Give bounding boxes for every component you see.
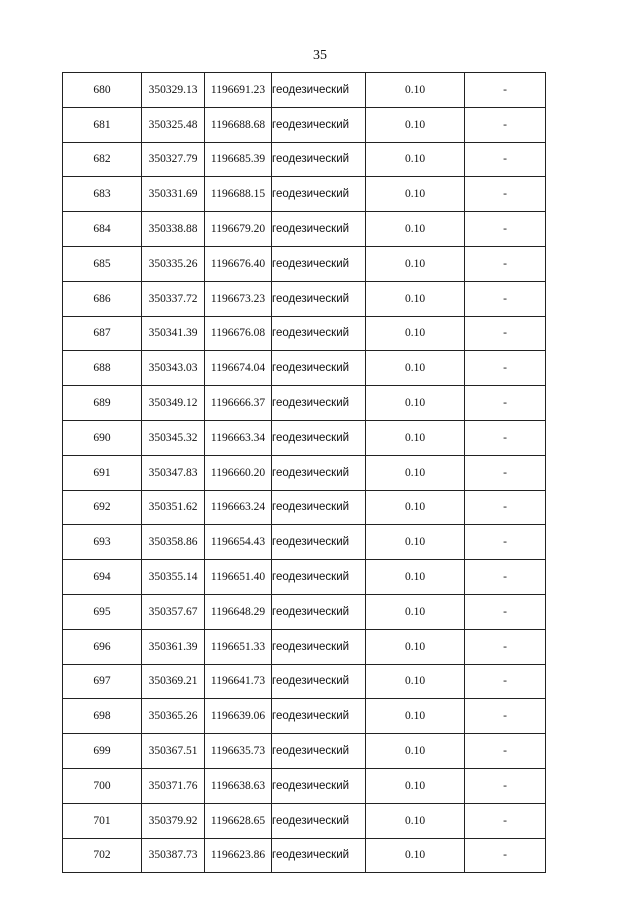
x-coordinate-cell: 350361.39 — [142, 629, 205, 664]
method-cell: геодезический — [272, 420, 366, 455]
method-cell: геодезический — [272, 73, 366, 108]
note-cell: - — [465, 246, 546, 281]
x-coordinate-cell: 350349.12 — [142, 386, 205, 421]
y-coordinate-cell: 1196676.08 — [205, 316, 272, 351]
x-coordinate-cell: 350338.88 — [142, 212, 205, 247]
method-cell: геодезический — [272, 177, 366, 212]
point-number-cell: 685 — [63, 246, 142, 281]
y-coordinate-cell: 1196638.63 — [205, 768, 272, 803]
y-coordinate-cell: 1196623.86 — [205, 838, 272, 873]
method-cell: геодезический — [272, 281, 366, 316]
table-row — [63, 316, 546, 351]
table-row — [63, 386, 546, 421]
method-cell: геодезический — [272, 560, 366, 595]
accuracy-cell: 0.10 — [366, 560, 465, 595]
y-coordinate-cell: 1196691.23 — [205, 73, 272, 108]
accuracy-cell: 0.10 — [366, 142, 465, 177]
accuracy-cell: 0.10 — [366, 177, 465, 212]
note-cell: - — [465, 734, 546, 769]
accuracy-cell: 0.10 — [366, 594, 465, 629]
method-cell: геодезический — [272, 664, 366, 699]
point-number-cell: 699 — [63, 734, 142, 769]
point-number-cell: 680 — [63, 73, 142, 108]
method-cell: геодезический — [272, 768, 366, 803]
accuracy-cell: 0.10 — [366, 629, 465, 664]
point-number-cell: 698 — [63, 699, 142, 734]
table-row — [63, 490, 546, 525]
method-cell: геодезический — [272, 525, 366, 560]
note-cell: - — [465, 455, 546, 490]
method-cell: геодезический — [272, 107, 366, 142]
y-coordinate-cell: 1196688.68 — [205, 107, 272, 142]
point-number-cell: 701 — [63, 803, 142, 838]
note-cell: - — [465, 560, 546, 595]
table-row — [63, 107, 546, 142]
coordinates-table-body — [63, 73, 546, 873]
table-row — [63, 803, 546, 838]
method-cell: геодезический — [272, 629, 366, 664]
accuracy-cell: 0.10 — [366, 386, 465, 421]
x-coordinate-cell: 350337.72 — [142, 281, 205, 316]
accuracy-cell: 0.10 — [366, 734, 465, 769]
method-cell: геодезический — [272, 594, 366, 629]
method-cell: геодезический — [272, 316, 366, 351]
note-cell: - — [465, 838, 546, 873]
table-row — [63, 768, 546, 803]
y-coordinate-cell: 1196679.20 — [205, 212, 272, 247]
y-coordinate-cell: 1196688.15 — [205, 177, 272, 212]
point-number-cell: 687 — [63, 316, 142, 351]
accuracy-cell: 0.10 — [366, 212, 465, 247]
method-cell: геодезический — [272, 699, 366, 734]
point-number-cell: 682 — [63, 142, 142, 177]
x-coordinate-cell: 350365.26 — [142, 699, 205, 734]
x-coordinate-cell: 350371.76 — [142, 768, 205, 803]
y-coordinate-cell: 1196676.40 — [205, 246, 272, 281]
note-cell: - — [465, 142, 546, 177]
y-coordinate-cell: 1196674.04 — [205, 351, 272, 386]
table-row — [63, 664, 546, 699]
point-number-cell: 695 — [63, 594, 142, 629]
point-number-cell: 690 — [63, 420, 142, 455]
x-coordinate-cell: 350335.26 — [142, 246, 205, 281]
method-cell: геодезический — [272, 838, 366, 873]
accuracy-cell: 0.10 — [366, 803, 465, 838]
accuracy-cell: 0.10 — [366, 768, 465, 803]
note-cell: - — [465, 699, 546, 734]
table-row — [63, 142, 546, 177]
method-cell: геодезический — [272, 803, 366, 838]
note-cell: - — [465, 420, 546, 455]
note-cell: - — [465, 386, 546, 421]
method-cell: геодезический — [272, 734, 366, 769]
x-coordinate-cell: 350351.62 — [142, 490, 205, 525]
y-coordinate-cell: 1196666.37 — [205, 386, 272, 421]
x-coordinate-cell: 350369.21 — [142, 664, 205, 699]
note-cell: - — [465, 316, 546, 351]
table-row — [63, 560, 546, 595]
table-row — [63, 177, 546, 212]
accuracy-cell: 0.10 — [366, 490, 465, 525]
y-coordinate-cell: 1196660.20 — [205, 455, 272, 490]
y-coordinate-cell: 1196628.65 — [205, 803, 272, 838]
note-cell: - — [465, 281, 546, 316]
method-cell: геодезический — [272, 142, 366, 177]
table-row — [63, 420, 546, 455]
x-coordinate-cell: 350347.83 — [142, 455, 205, 490]
point-number-cell: 700 — [63, 768, 142, 803]
accuracy-cell: 0.10 — [366, 246, 465, 281]
accuracy-cell: 0.10 — [366, 455, 465, 490]
method-cell: геодезический — [272, 212, 366, 247]
x-coordinate-cell: 350329.13 — [142, 73, 205, 108]
x-coordinate-cell: 350379.92 — [142, 803, 205, 838]
y-coordinate-cell: 1196685.39 — [205, 142, 272, 177]
point-number-cell: 684 — [63, 212, 142, 247]
method-cell: геодезический — [272, 351, 366, 386]
note-cell: - — [465, 594, 546, 629]
y-coordinate-cell: 1196651.33 — [205, 629, 272, 664]
table-row — [63, 73, 546, 108]
x-coordinate-cell: 350345.32 — [142, 420, 205, 455]
accuracy-cell: 0.10 — [366, 699, 465, 734]
method-cell: геодезический — [272, 246, 366, 281]
y-coordinate-cell: 1196639.06 — [205, 699, 272, 734]
point-number-cell: 693 — [63, 525, 142, 560]
accuracy-cell: 0.10 — [366, 838, 465, 873]
accuracy-cell: 0.10 — [366, 107, 465, 142]
table-row — [63, 734, 546, 769]
accuracy-cell: 0.10 — [366, 281, 465, 316]
y-coordinate-cell: 1196635.73 — [205, 734, 272, 769]
point-number-cell: 691 — [63, 455, 142, 490]
accuracy-cell: 0.10 — [366, 316, 465, 351]
x-coordinate-cell: 350327.79 — [142, 142, 205, 177]
table-row — [63, 525, 546, 560]
table-row — [63, 351, 546, 386]
point-number-cell: 697 — [63, 664, 142, 699]
point-number-cell: 686 — [63, 281, 142, 316]
coordinates-table — [62, 72, 546, 873]
note-cell: - — [465, 525, 546, 560]
note-cell: - — [465, 629, 546, 664]
point-number-cell: 681 — [63, 107, 142, 142]
accuracy-cell: 0.10 — [366, 420, 465, 455]
point-number-cell: 702 — [63, 838, 142, 873]
x-coordinate-cell: 350343.03 — [142, 351, 205, 386]
method-cell: геодезический — [272, 490, 366, 525]
page-number: 35 — [313, 48, 327, 63]
y-coordinate-cell: 1196663.34 — [205, 420, 272, 455]
accuracy-cell: 0.10 — [366, 351, 465, 386]
point-number-cell: 689 — [63, 386, 142, 421]
point-number-cell: 692 — [63, 490, 142, 525]
x-coordinate-cell: 350357.67 — [142, 594, 205, 629]
note-cell: - — [465, 664, 546, 699]
x-coordinate-cell: 350355.14 — [142, 560, 205, 595]
note-cell: - — [465, 73, 546, 108]
table-row — [63, 246, 546, 281]
y-coordinate-cell: 1196641.73 — [205, 664, 272, 699]
x-coordinate-cell: 350367.51 — [142, 734, 205, 769]
note-cell: - — [465, 768, 546, 803]
y-coordinate-cell: 1196663.24 — [205, 490, 272, 525]
point-number-cell: 696 — [63, 629, 142, 664]
table-row — [63, 629, 546, 664]
y-coordinate-cell: 1196648.29 — [205, 594, 272, 629]
x-coordinate-cell: 350387.73 — [142, 838, 205, 873]
table-row — [63, 594, 546, 629]
table-row — [63, 838, 546, 873]
accuracy-cell: 0.10 — [366, 664, 465, 699]
point-number-cell: 683 — [63, 177, 142, 212]
table-row — [63, 455, 546, 490]
x-coordinate-cell: 350325.48 — [142, 107, 205, 142]
table-row — [63, 699, 546, 734]
y-coordinate-cell: 1196651.40 — [205, 560, 272, 595]
accuracy-cell: 0.10 — [366, 73, 465, 108]
note-cell: - — [465, 177, 546, 212]
x-coordinate-cell: 350331.69 — [142, 177, 205, 212]
y-coordinate-cell: 1196673.23 — [205, 281, 272, 316]
y-coordinate-cell: 1196654.43 — [205, 525, 272, 560]
note-cell: - — [465, 351, 546, 386]
table-row — [63, 212, 546, 247]
point-number-cell: 688 — [63, 351, 142, 386]
point-number-cell: 694 — [63, 560, 142, 595]
x-coordinate-cell: 350358.86 — [142, 525, 205, 560]
note-cell: - — [465, 490, 546, 525]
method-cell: геодезический — [272, 455, 366, 490]
method-cell: геодезический — [272, 386, 366, 421]
note-cell: - — [465, 107, 546, 142]
table-row — [63, 281, 546, 316]
note-cell: - — [465, 803, 546, 838]
x-coordinate-cell: 350341.39 — [142, 316, 205, 351]
note-cell: - — [465, 212, 546, 247]
accuracy-cell: 0.10 — [366, 525, 465, 560]
